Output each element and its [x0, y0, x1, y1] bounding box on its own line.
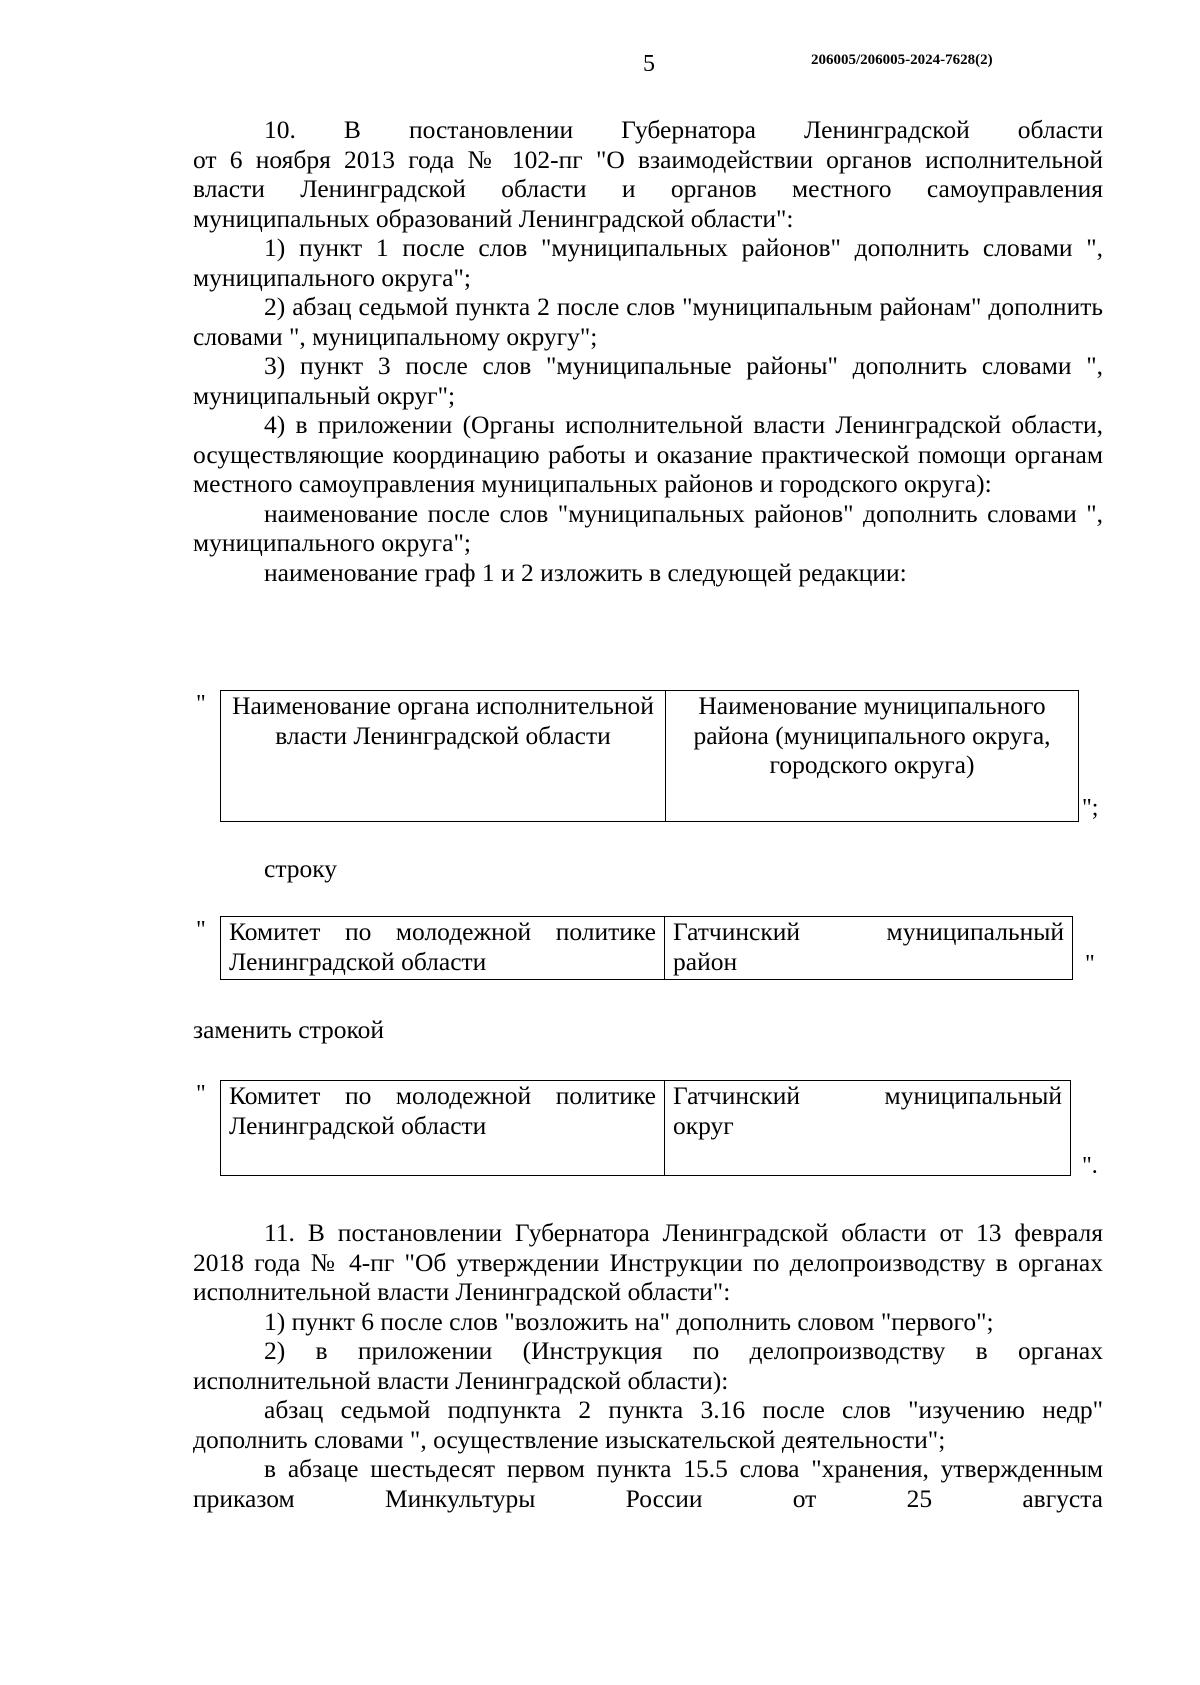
section-10-item-4: 4) в приложении (Органы исполнительной власти Ленинградской области, осуществляющие координацию работы и оказание практической помощи органам местного самоуправления муниципальных районов и городского округа): — [193, 410, 1103, 498]
section-11-paragraph-3: абзац седьмой подпункта 2 пункта 3.16 после слов "изучению недр" дополнить словами ", осуществление изыскательской деятельности"; — [193, 1395, 1103, 1454]
section-10-name-paragraph: наименование после слов "муниципальных районов" дополнить словами ", муниципального округа"; — [193, 498, 1103, 557]
table-old-col1: Комитет по молодежной политике Ленинградской области — [221, 917, 665, 980]
table-old-row — [220, 916, 1073, 980]
table-old-col2-line1: Гатчинский муниципальный — [673, 917, 1064, 946]
table-new-open-quote: " — [196, 1081, 206, 1107]
section-11-intro: 11. В постановлении Губернатора Ленинградской области от 13 февраля 2018 года № 4-пг "Об утверждении Инструкции по делопроизводству в органах исполнительной власти Ленинградской области": — [193, 1218, 1103, 1306]
section-10 — [193, 115, 1103, 587]
section-10-intro-line1: 10. В постановлении Губернатора Ленинградской области — [264, 115, 1103, 144]
section-10-item-2: 2) абзац седьмой пункта 2 после слов "муниципальным районам" дополнить словами ", муниципальному округу"; — [193, 292, 1103, 351]
table-new-col2-line1: Гатчинский муниципальный — [673, 1081, 1062, 1110]
document-id: 206005/206005-2024-7628(2) — [811, 52, 993, 68]
table-old-col2-line2: район — [673, 946, 738, 976]
table-old-open-quote: " — [196, 917, 206, 943]
section-11-paragraph-4: в абзаце шестьдесят первом пункта 15.5 слова "хранения, утвержденным приказом Минкультуры России от 25 августа — [193, 1454, 1103, 1513]
table-header — [220, 690, 1079, 822]
table-old-col2 — [665, 917, 1073, 980]
section-10-intro-rest: от 6 ноября 2013 года № 102-пг "О взаимодействии органов исполнительной власти Ленинградской области и органов местного самоуправления муниципальных образований Ленинградской области": — [193, 144, 1103, 233]
table-header-col2: Наименование муниципального района (муниципального округа, городского округа) — [666, 691, 1079, 822]
table-new-col2-line2: округ — [673, 1110, 734, 1140]
section-10-columns-paragraph: наименование граф 1 и 2 изложить в следующей редакции: — [264, 557, 907, 587]
table-new-col1: Комитет по молодежной политике Ленинградской области — [221, 1081, 665, 1176]
table-new-col2 — [665, 1081, 1071, 1176]
zamenit-label: заменить строкой — [193, 1015, 385, 1044]
page-number: 5 — [643, 51, 655, 77]
stroku-label: строку — [264, 854, 338, 883]
section-11 — [193, 1218, 1103, 1513]
table-new-row — [220, 1080, 1071, 1176]
table-new-close-quote: ". — [1082, 1153, 1098, 1179]
section-10-item-1: 1) пункт 1 после слов "муниципальных районов" дополнить словами ", муниципального округа"; — [193, 233, 1103, 292]
table-old-close-quote: " — [1085, 951, 1095, 977]
section-11-item-1: 1) пункт 6 после слов "возложить на" дополнить словом "первого"; — [264, 1306, 994, 1336]
table-header-close-quote: "; — [1082, 795, 1099, 821]
table-header-open-quote: " — [196, 691, 206, 717]
section-10-item-3: 3) пункт 3 после слов "муниципальные районы" дополнить словами ", муниципальный округ"; — [193, 351, 1103, 410]
section-11-item-2: 2) в приложении (Инструкция по делопроизводству в органах исполнительной власти Ленинградской области): — [193, 1336, 1103, 1395]
table-header-col1: Наименование органа исполнительной власти Ленинградской области — [221, 691, 666, 822]
